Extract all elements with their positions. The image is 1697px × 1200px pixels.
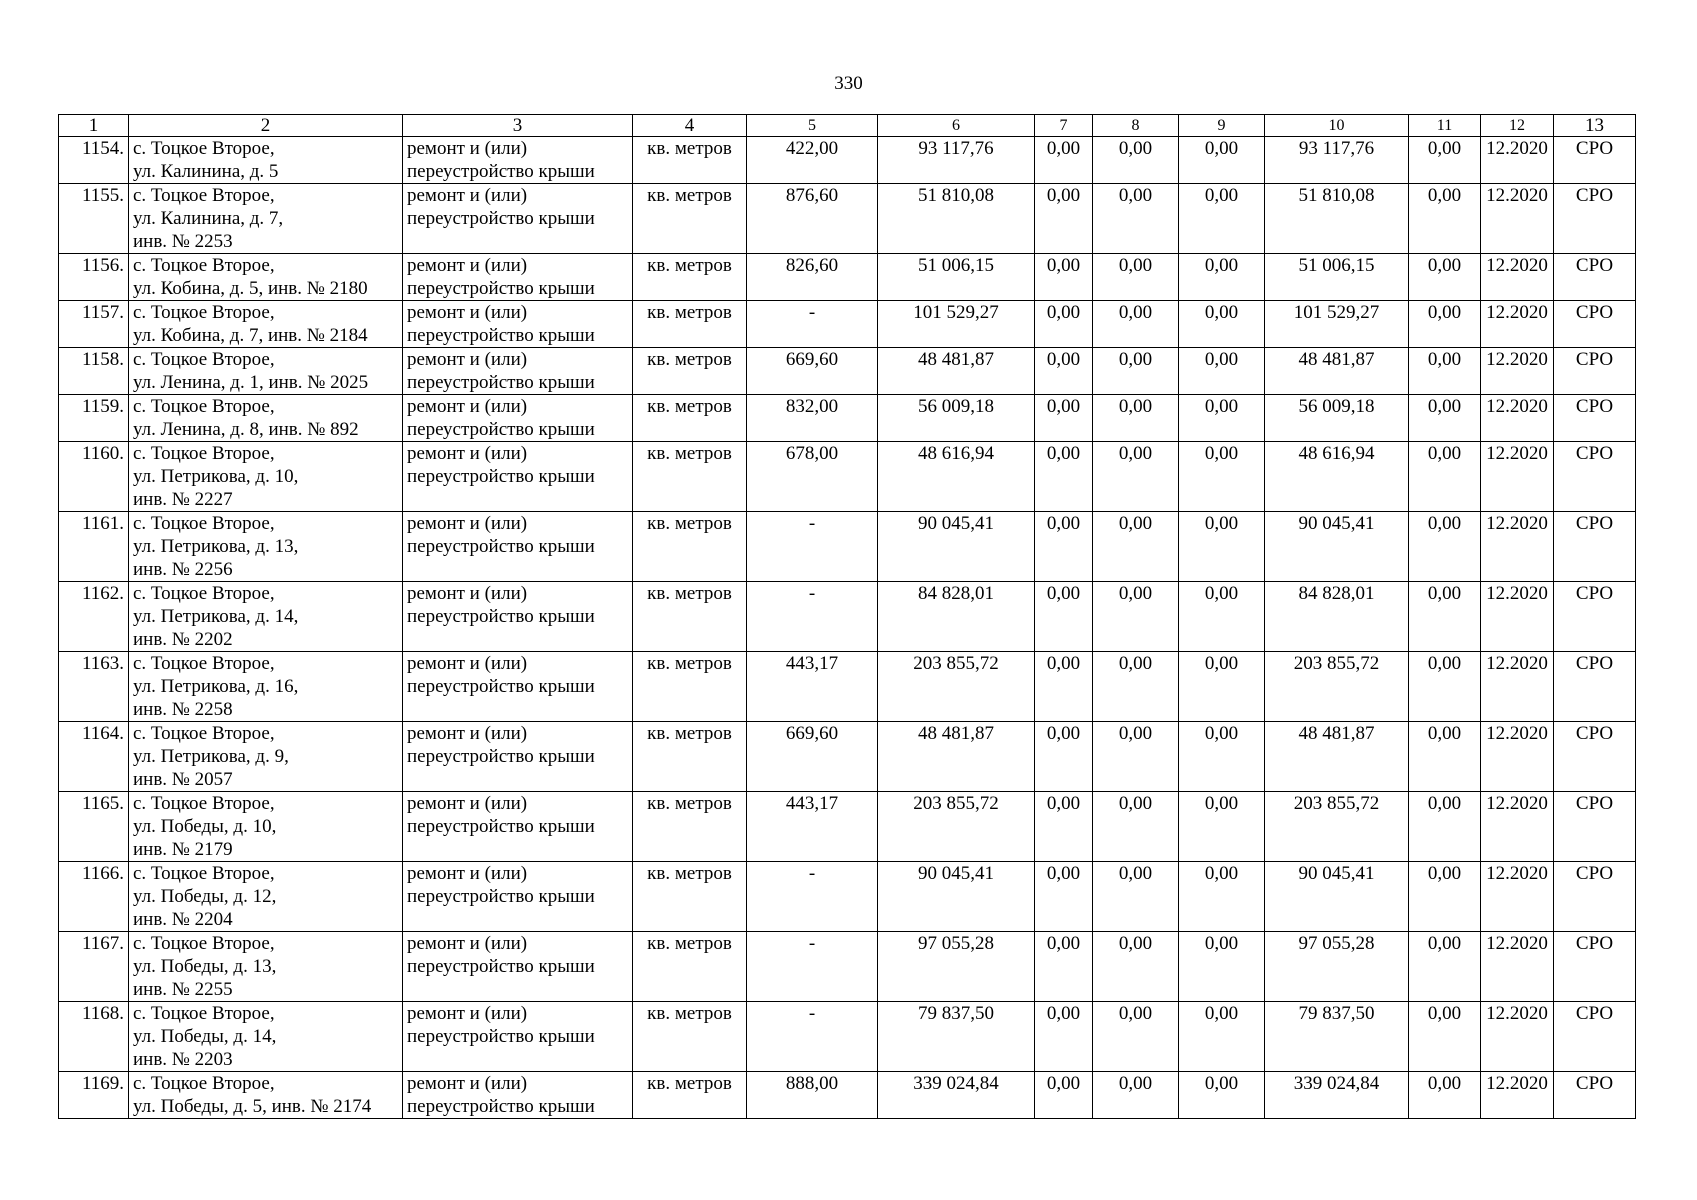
col5-cell: 876,60: [747, 184, 878, 254]
row-number-cell: 1159.: [59, 395, 129, 442]
table-row: [59, 1072, 1636, 1119]
col9-cell: 0,00: [1179, 254, 1265, 301]
work-type-cell: ремонт и (или) переустройство крыши: [403, 301, 633, 348]
address-cell: с. Тоцкое Второе, ул. Кобина, д. 5, инв. № 2180: [129, 254, 403, 301]
col8-cell: 0,00: [1093, 1002, 1179, 1072]
work-type-cell: ремонт и (или) переустройство крыши: [403, 442, 633, 512]
col13-cell: СРО: [1554, 932, 1636, 1002]
col5-cell: -: [747, 932, 878, 1002]
col12-cell: 12.2020: [1481, 932, 1554, 1002]
row-number-cell: 1154.: [59, 137, 129, 184]
col10-cell: 51 006,15: [1265, 254, 1409, 301]
col12-cell: 12.2020: [1481, 652, 1554, 722]
col10-cell: 90 045,41: [1265, 862, 1409, 932]
col8-cell: 0,00: [1093, 137, 1179, 184]
col9-cell: 0,00: [1179, 137, 1265, 184]
table-row: [59, 254, 1636, 301]
col13-cell: СРО: [1554, 442, 1636, 512]
col12-cell: 12.2020: [1481, 1072, 1554, 1119]
work-type-cell: ремонт и (или) переустройство крыши: [403, 254, 633, 301]
col9-cell: 0,00: [1179, 301, 1265, 348]
col12-cell: 12.2020: [1481, 395, 1554, 442]
work-type-cell: ремонт и (или) переустройство крыши: [403, 348, 633, 395]
col10-cell: 93 117,76: [1265, 137, 1409, 184]
col9-cell: 0,00: [1179, 442, 1265, 512]
col11-cell: 0,00: [1409, 512, 1481, 582]
col6-cell: 48 616,94: [878, 442, 1035, 512]
col9-cell: 0,00: [1179, 512, 1265, 582]
table-row: [59, 442, 1636, 512]
col12-cell: 12.2020: [1481, 582, 1554, 652]
work-type-cell: ремонт и (или) переустройство крыши: [403, 137, 633, 184]
col8-cell: 0,00: [1093, 395, 1179, 442]
col9-cell: 0,00: [1179, 652, 1265, 722]
col8-cell: 0,00: [1093, 301, 1179, 348]
col11-cell: 0,00: [1409, 184, 1481, 254]
col13-cell: СРО: [1554, 301, 1636, 348]
address-cell: с. Тоцкое Второе, ул. Кобина, д. 7, инв. № 2184: [129, 301, 403, 348]
address-cell: с. Тоцкое Второе, ул. Калинина, д. 7, инв. № 2253: [129, 184, 403, 254]
unit-cell: кв. метров: [633, 184, 747, 254]
unit-cell: кв. метров: [633, 137, 747, 184]
address-cell: с. Тоцкое Второе, ул. Победы, д. 10, инв. № 2179: [129, 792, 403, 862]
col9-cell: 0,00: [1179, 348, 1265, 395]
col11-cell: 0,00: [1409, 862, 1481, 932]
col9-cell: 0,00: [1179, 792, 1265, 862]
register-table: [58, 114, 1636, 1119]
col7-cell: 0,00: [1035, 137, 1093, 184]
row-number-cell: 1161.: [59, 512, 129, 582]
col6-cell: 84 828,01: [878, 582, 1035, 652]
col13-cell: СРО: [1554, 862, 1636, 932]
col5-cell: -: [747, 862, 878, 932]
col8-cell: 0,00: [1093, 722, 1179, 792]
col6-cell: 48 481,87: [878, 348, 1035, 395]
col8-cell: 0,00: [1093, 1072, 1179, 1119]
header-cell: 5: [747, 115, 878, 137]
row-number-cell: 1160.: [59, 442, 129, 512]
table-row: [59, 512, 1636, 582]
unit-cell: кв. метров: [633, 932, 747, 1002]
work-type-cell: ремонт и (или) переустройство крыши: [403, 792, 633, 862]
col7-cell: 0,00: [1035, 1002, 1093, 1072]
col5-cell: -: [747, 301, 878, 348]
col9-cell: 0,00: [1179, 932, 1265, 1002]
row-number-cell: 1162.: [59, 582, 129, 652]
address-cell: с. Тоцкое Второе, ул. Победы, д. 12, инв. № 2204: [129, 862, 403, 932]
col7-cell: 0,00: [1035, 582, 1093, 652]
col11-cell: 0,00: [1409, 137, 1481, 184]
col10-cell: 203 855,72: [1265, 652, 1409, 722]
col7-cell: 0,00: [1035, 652, 1093, 722]
col8-cell: 0,00: [1093, 582, 1179, 652]
col13-cell: СРО: [1554, 137, 1636, 184]
col10-cell: 101 529,27: [1265, 301, 1409, 348]
address-cell: с. Тоцкое Второе, ул. Ленина, д. 1, инв. № 2025: [129, 348, 403, 395]
col6-cell: 90 045,41: [878, 862, 1035, 932]
col5-cell: -: [747, 1002, 878, 1072]
row-number-cell: 1164.: [59, 722, 129, 792]
address-cell: с. Тоцкое Второе, ул. Калинина, д. 5: [129, 137, 403, 184]
col11-cell: 0,00: [1409, 722, 1481, 792]
unit-cell: кв. метров: [633, 512, 747, 582]
col7-cell: 0,00: [1035, 792, 1093, 862]
unit-cell: кв. метров: [633, 652, 747, 722]
col5-cell: -: [747, 512, 878, 582]
header-cell: 6: [878, 115, 1035, 137]
row-number-cell: 1163.: [59, 652, 129, 722]
table-row: [59, 792, 1636, 862]
row-number-cell: 1167.: [59, 932, 129, 1002]
col5-cell: -: [747, 582, 878, 652]
work-type-cell: ремонт и (или) переустройство крыши: [403, 184, 633, 254]
table-row: [59, 395, 1636, 442]
work-type-cell: ремонт и (или) переустройство крыши: [403, 395, 633, 442]
col10-cell: 90 045,41: [1265, 512, 1409, 582]
col8-cell: 0,00: [1093, 652, 1179, 722]
col12-cell: 12.2020: [1481, 512, 1554, 582]
unit-cell: кв. метров: [633, 254, 747, 301]
col13-cell: СРО: [1554, 395, 1636, 442]
address-cell: с. Тоцкое Второе, ул. Петрикова, д. 13, инв. № 2256: [129, 512, 403, 582]
unit-cell: кв. метров: [633, 582, 747, 652]
header-cell: 4: [633, 115, 747, 137]
row-number-cell: 1158.: [59, 348, 129, 395]
col13-cell: СРО: [1554, 348, 1636, 395]
address-cell: с. Тоцкое Второе, ул. Петрикова, д. 14, инв. № 2202: [129, 582, 403, 652]
col6-cell: 48 481,87: [878, 722, 1035, 792]
header-cell: 2: [129, 115, 403, 137]
col5-cell: 443,17: [747, 652, 878, 722]
col7-cell: 0,00: [1035, 301, 1093, 348]
col5-cell: 832,00: [747, 395, 878, 442]
col11-cell: 0,00: [1409, 254, 1481, 301]
col10-cell: 203 855,72: [1265, 792, 1409, 862]
header-cell: 11: [1409, 115, 1481, 137]
col7-cell: 0,00: [1035, 348, 1093, 395]
col13-cell: СРО: [1554, 792, 1636, 862]
address-cell: с. Тоцкое Второе, ул. Петрикова, д. 16, инв. № 2258: [129, 652, 403, 722]
col5-cell: 888,00: [747, 1072, 878, 1119]
col12-cell: 12.2020: [1481, 442, 1554, 512]
header-cell: 10: [1265, 115, 1409, 137]
col8-cell: 0,00: [1093, 348, 1179, 395]
table-row: [59, 932, 1636, 1002]
col7-cell: 0,00: [1035, 512, 1093, 582]
table-row: [59, 301, 1636, 348]
col9-cell: 0,00: [1179, 722, 1265, 792]
col8-cell: 0,00: [1093, 512, 1179, 582]
col7-cell: 0,00: [1035, 862, 1093, 932]
col11-cell: 0,00: [1409, 932, 1481, 1002]
work-type-cell: ремонт и (или) переустройство крыши: [403, 862, 633, 932]
col13-cell: СРО: [1554, 722, 1636, 792]
col6-cell: 56 009,18: [878, 395, 1035, 442]
col12-cell: 12.2020: [1481, 792, 1554, 862]
table-row: [59, 582, 1636, 652]
unit-cell: кв. метров: [633, 792, 747, 862]
header-cell: 3: [403, 115, 633, 137]
table-row: [59, 1002, 1636, 1072]
col6-cell: 51 006,15: [878, 254, 1035, 301]
col10-cell: 56 009,18: [1265, 395, 1409, 442]
col6-cell: 101 529,27: [878, 301, 1035, 348]
col12-cell: 12.2020: [1481, 301, 1554, 348]
col11-cell: 0,00: [1409, 395, 1481, 442]
table-body: [59, 137, 1636, 1119]
col11-cell: 0,00: [1409, 348, 1481, 395]
col13-cell: СРО: [1554, 1072, 1636, 1119]
col7-cell: 0,00: [1035, 442, 1093, 512]
col8-cell: 0,00: [1093, 932, 1179, 1002]
table-row: [59, 722, 1636, 792]
work-type-cell: ремонт и (или) переустройство крыши: [403, 1002, 633, 1072]
col7-cell: 0,00: [1035, 932, 1093, 1002]
unit-cell: кв. метров: [633, 1072, 747, 1119]
col9-cell: 0,00: [1179, 862, 1265, 932]
col13-cell: СРО: [1554, 582, 1636, 652]
col6-cell: 93 117,76: [878, 137, 1035, 184]
col10-cell: 48 481,87: [1265, 722, 1409, 792]
col11-cell: 0,00: [1409, 582, 1481, 652]
col5-cell: 422,00: [747, 137, 878, 184]
address-cell: с. Тоцкое Второе, ул. Победы, д. 14, инв. № 2203: [129, 1002, 403, 1072]
row-number-cell: 1155.: [59, 184, 129, 254]
header-row: [59, 115, 1636, 137]
work-type-cell: ремонт и (или) переустройство крыши: [403, 652, 633, 722]
col12-cell: 12.2020: [1481, 862, 1554, 932]
col5-cell: 826,60: [747, 254, 878, 301]
col12-cell: 12.2020: [1481, 348, 1554, 395]
col8-cell: 0,00: [1093, 254, 1179, 301]
row-number-cell: 1156.: [59, 254, 129, 301]
work-type-cell: ремонт и (или) переустройство крыши: [403, 512, 633, 582]
work-type-cell: ремонт и (или) переустройство крыши: [403, 582, 633, 652]
col11-cell: 0,00: [1409, 1072, 1481, 1119]
col5-cell: 678,00: [747, 442, 878, 512]
col8-cell: 0,00: [1093, 792, 1179, 862]
header-cell: 1: [59, 115, 129, 137]
col9-cell: 0,00: [1179, 1072, 1265, 1119]
col11-cell: 0,00: [1409, 442, 1481, 512]
col8-cell: 0,00: [1093, 184, 1179, 254]
col6-cell: 339 024,84: [878, 1072, 1035, 1119]
row-number-cell: 1166.: [59, 862, 129, 932]
work-type-cell: ремонт и (или) переустройство крыши: [403, 722, 633, 792]
col12-cell: 12.2020: [1481, 1002, 1554, 1072]
col6-cell: 97 055,28: [878, 932, 1035, 1002]
table-row: [59, 137, 1636, 184]
col12-cell: 12.2020: [1481, 184, 1554, 254]
col13-cell: СРО: [1554, 512, 1636, 582]
work-type-cell: ремонт и (или) переустройство крыши: [403, 932, 633, 1002]
table-row: [59, 652, 1636, 722]
unit-cell: кв. метров: [633, 395, 747, 442]
col6-cell: 203 855,72: [878, 652, 1035, 722]
address-cell: с. Тоцкое Второе, ул. Петрикова, д. 10, инв. № 2227: [129, 442, 403, 512]
col6-cell: 203 855,72: [878, 792, 1035, 862]
col9-cell: 0,00: [1179, 1002, 1265, 1072]
table-row: [59, 862, 1636, 932]
address-cell: с. Тоцкое Второе, ул. Победы, д. 13, инв. № 2255: [129, 932, 403, 1002]
col10-cell: 48 616,94: [1265, 442, 1409, 512]
col5-cell: 669,60: [747, 348, 878, 395]
col13-cell: СРО: [1554, 184, 1636, 254]
col8-cell: 0,00: [1093, 862, 1179, 932]
header-cell: 7: [1035, 115, 1093, 137]
header-cell: 12: [1481, 115, 1554, 137]
col9-cell: 0,00: [1179, 395, 1265, 442]
col11-cell: 0,00: [1409, 652, 1481, 722]
address-cell: с. Тоцкое Второе, ул. Ленина, д. 8, инв. № 892: [129, 395, 403, 442]
col5-cell: 443,17: [747, 792, 878, 862]
col10-cell: 97 055,28: [1265, 932, 1409, 1002]
col12-cell: 12.2020: [1481, 254, 1554, 301]
col7-cell: 0,00: [1035, 184, 1093, 254]
col7-cell: 0,00: [1035, 1072, 1093, 1119]
header-cell: 13: [1554, 115, 1636, 137]
row-number-cell: 1165.: [59, 792, 129, 862]
col10-cell: 51 810,08: [1265, 184, 1409, 254]
col12-cell: 12.2020: [1481, 722, 1554, 792]
address-cell: с. Тоцкое Второе, ул. Петрикова, д. 9, инв. № 2057: [129, 722, 403, 792]
col10-cell: 79 837,50: [1265, 1002, 1409, 1072]
col6-cell: 51 810,08: [878, 184, 1035, 254]
col10-cell: 84 828,01: [1265, 582, 1409, 652]
col13-cell: СРО: [1554, 1002, 1636, 1072]
col7-cell: 0,00: [1035, 722, 1093, 792]
col9-cell: 0,00: [1179, 184, 1265, 254]
col13-cell: СРО: [1554, 254, 1636, 301]
unit-cell: кв. метров: [633, 301, 747, 348]
col11-cell: 0,00: [1409, 1002, 1481, 1072]
col6-cell: 90 045,41: [878, 512, 1035, 582]
unit-cell: кв. метров: [633, 442, 747, 512]
col11-cell: 0,00: [1409, 792, 1481, 862]
address-cell: с. Тоцкое Второе, ул. Победы, д. 5, инв. № 2174: [129, 1072, 403, 1119]
col7-cell: 0,00: [1035, 254, 1093, 301]
col7-cell: 0,00: [1035, 395, 1093, 442]
row-number-cell: 1157.: [59, 301, 129, 348]
col5-cell: 669,60: [747, 722, 878, 792]
unit-cell: кв. метров: [633, 862, 747, 932]
table-header: [59, 115, 1636, 137]
table-row: [59, 348, 1636, 395]
col11-cell: 0,00: [1409, 301, 1481, 348]
unit-cell: кв. метров: [633, 1002, 747, 1072]
col10-cell: 48 481,87: [1265, 348, 1409, 395]
col9-cell: 0,00: [1179, 582, 1265, 652]
table-row: [59, 184, 1636, 254]
page-number: 330: [834, 73, 863, 94]
col10-cell: 339 024,84: [1265, 1072, 1409, 1119]
col8-cell: 0,00: [1093, 442, 1179, 512]
col6-cell: 79 837,50: [878, 1002, 1035, 1072]
work-type-cell: ремонт и (или) переустройство крыши: [403, 1072, 633, 1119]
row-number-cell: 1168.: [59, 1002, 129, 1072]
header-cell: 8: [1093, 115, 1179, 137]
header-cell: 9: [1179, 115, 1265, 137]
col13-cell: СРО: [1554, 652, 1636, 722]
row-number-cell: 1169.: [59, 1072, 129, 1119]
unit-cell: кв. метров: [633, 348, 747, 395]
col12-cell: 12.2020: [1481, 137, 1554, 184]
unit-cell: кв. метров: [633, 722, 747, 792]
